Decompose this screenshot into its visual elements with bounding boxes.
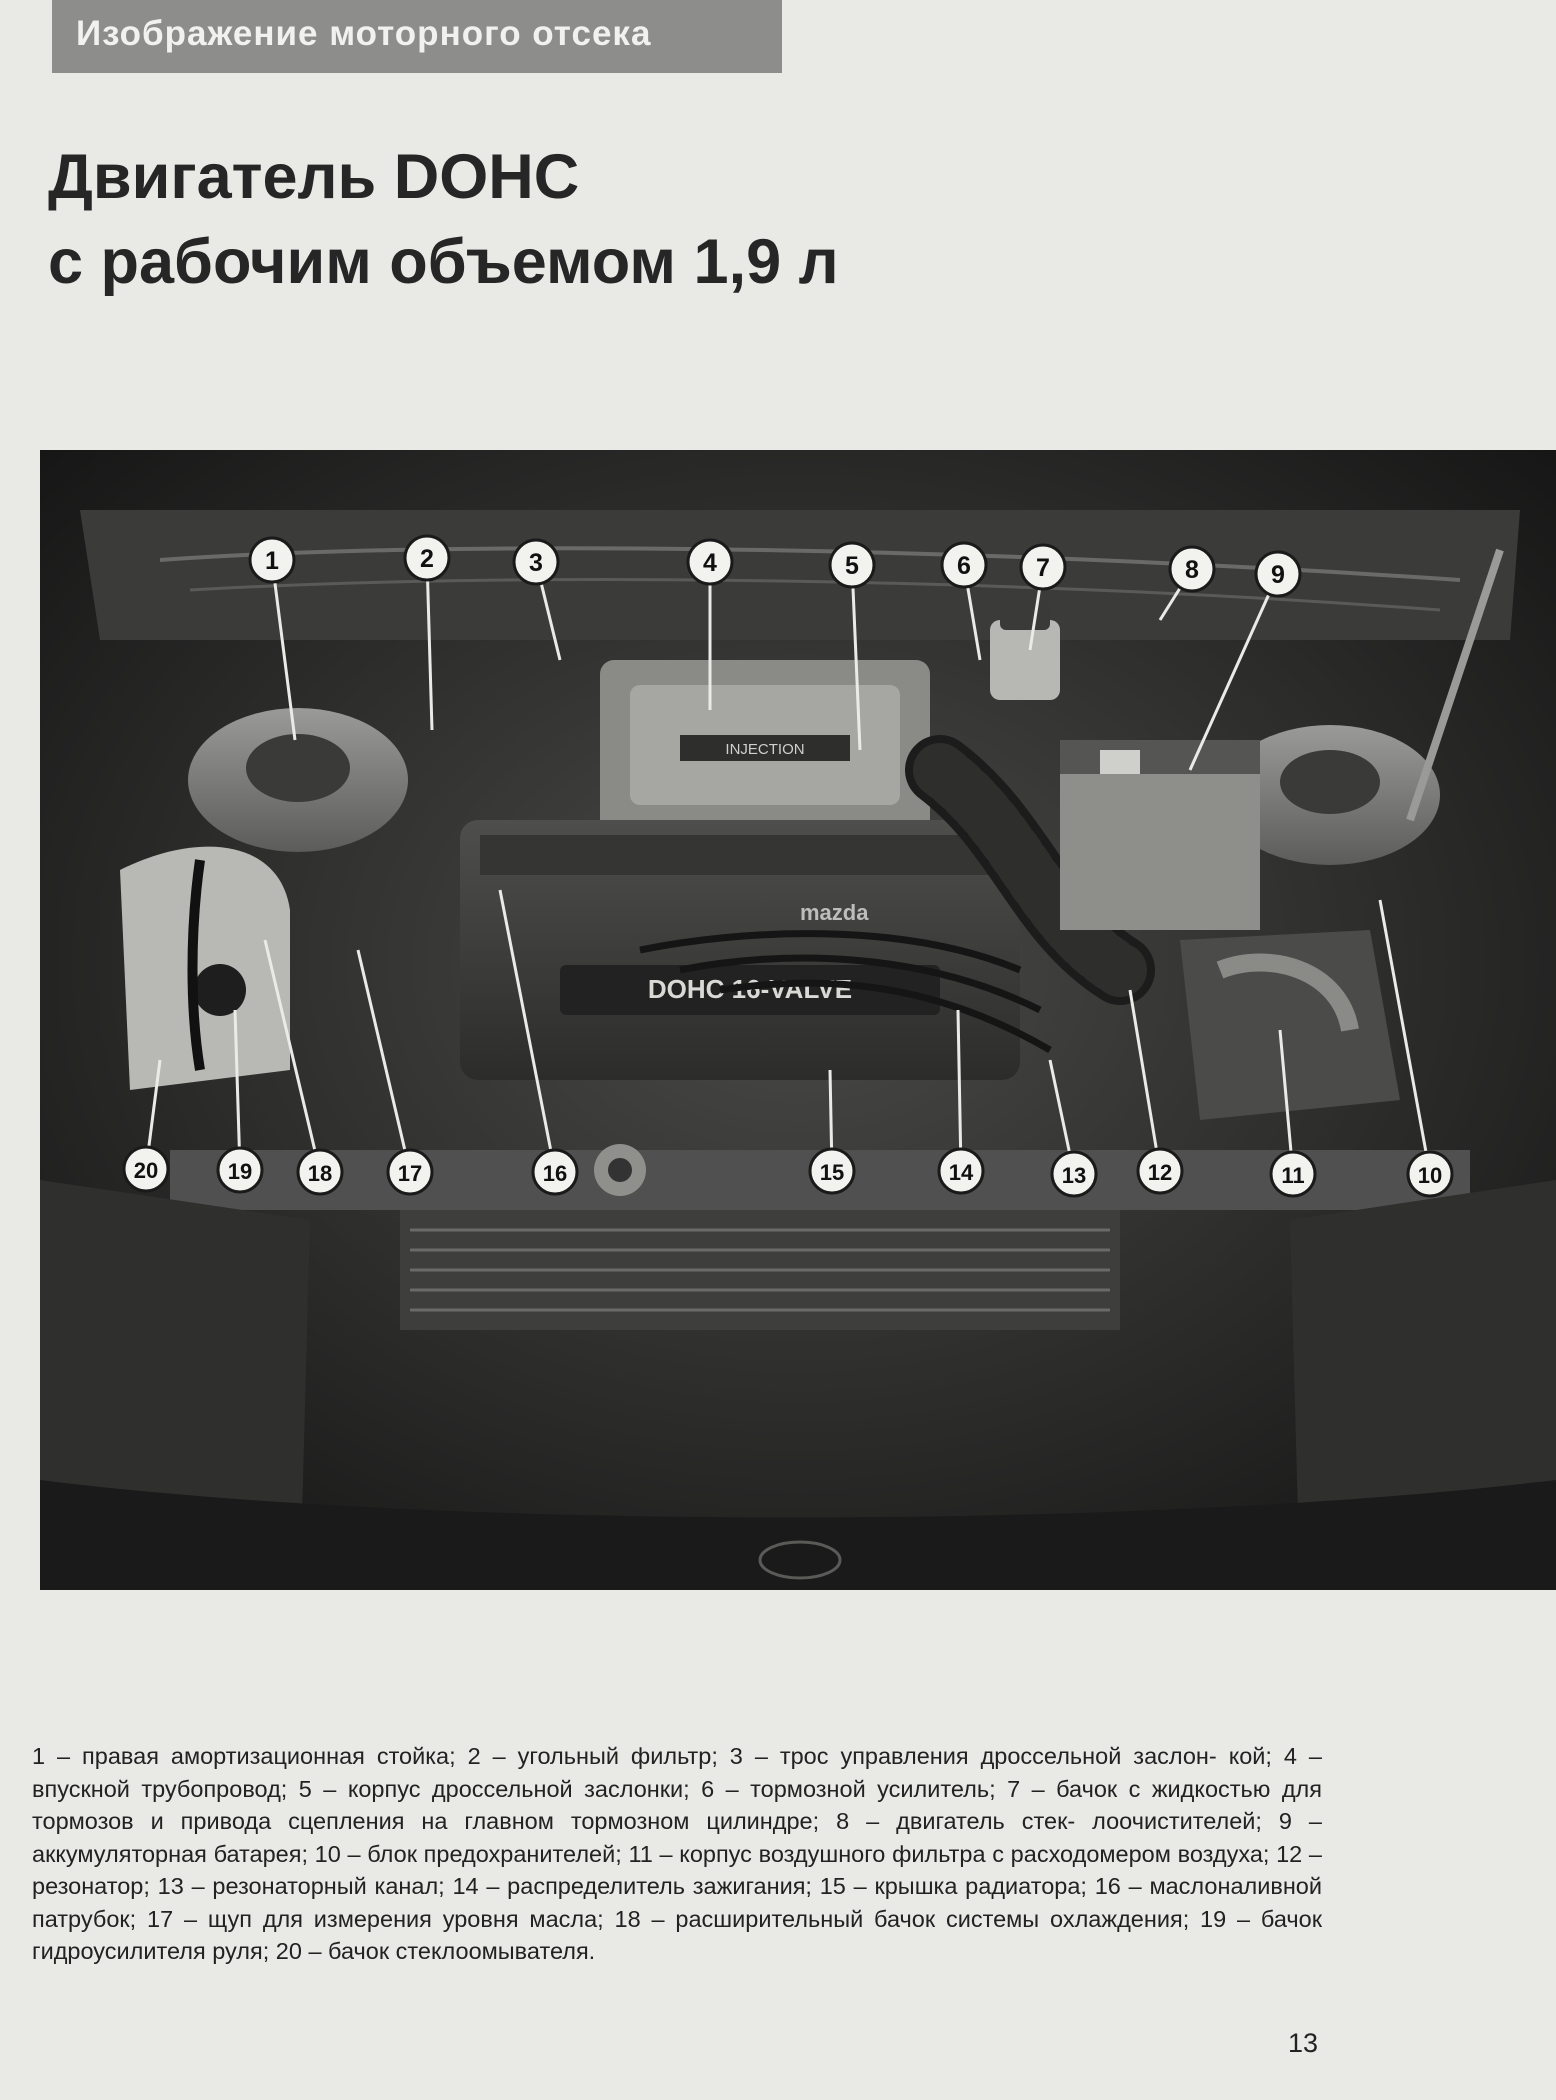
- caption-line-5: фильтра с расходомером воздуха; 12 – резонатор; 13 – резонаторный канал; 14 – распределитель: [32, 1840, 1322, 1899]
- callout-19: [218, 1148, 262, 1192]
- callout-18: [298, 1150, 342, 1194]
- caption-line-6: зажигания; 15 – крышка радиатора; 16 – маслоналивной патрубок; 17 – щуп для измерения уровня: [32, 1873, 1323, 1932]
- figure-caption: [32, 1740, 1322, 1968]
- title-line-2: с рабочим объемом 1,9 л: [48, 227, 839, 297]
- callout-9: [1256, 552, 1300, 596]
- callout-number: 3: [529, 549, 543, 577]
- caption-line-3: с жидкостью для тормозов и привода сцепления на главном тормозном цилиндре; 8 – двигатель стек-: [32, 1775, 1322, 1834]
- callout-number: 8: [1185, 556, 1199, 584]
- callout-15: [810, 1149, 854, 1193]
- callout-4: [688, 540, 732, 584]
- callout-number: 17: [397, 1161, 423, 1186]
- callout-16: [533, 1150, 577, 1194]
- callout-number: 18: [307, 1161, 333, 1186]
- caption-line-4: лоочистителей; 9 – аккумуляторная батарея; 10 – блок предохранителей; 11 – корпус воздушного: [32, 1808, 1322, 1867]
- callout-number: 15: [819, 1160, 845, 1185]
- callout-number: 6: [957, 552, 971, 580]
- title-line-1: Двигатель DOHC: [48, 142, 580, 212]
- section-header: Изображение моторного отсека: [76, 14, 652, 53]
- callout-number: 12: [1147, 1160, 1173, 1185]
- intake-marking: INJECTION: [725, 741, 805, 758]
- callout-number: 14: [948, 1160, 974, 1185]
- brand-marking: mazda: [800, 900, 869, 925]
- callout-3: [514, 540, 558, 584]
- callout-number: 5: [845, 552, 859, 580]
- callout-13: [1052, 1152, 1096, 1196]
- callout-11: [1271, 1152, 1315, 1196]
- callout-number: 4: [703, 549, 717, 577]
- callout-markers: [40, 450, 1556, 1590]
- caption-line-2: кой; 4 – впускной трубопровод; 5 – корпус дроссельной заслонки; 6 – тормозной усилитель; 7 – бачок: [32, 1743, 1322, 1802]
- callout-1: [250, 538, 294, 582]
- callout-17: [388, 1150, 432, 1194]
- section-header-bar: [52, 0, 782, 73]
- engine-bay-photo: [40, 450, 1556, 1590]
- callout-6: [942, 543, 986, 587]
- page-number: 13: [1288, 2028, 1319, 2058]
- callout-10: [1408, 1152, 1452, 1196]
- callout-2: [405, 536, 449, 580]
- caption-line-7: масла; 18 – расширительный бачок системы охлаждения; 19 – бачок гидроусилителя руля; 20 – бачок: [32, 1905, 1323, 1964]
- callout-number: 13: [1061, 1163, 1087, 1188]
- callout-number: 2: [420, 545, 434, 573]
- caption-line-1: 1 – правая амортизационная стойка; 2 – угольный фильтр; 3 – трос управления дроссельной заслон-: [32, 1743, 1217, 1769]
- callout-number: 1: [265, 547, 279, 575]
- callout-7: [1021, 545, 1065, 589]
- page-title: [48, 135, 839, 305]
- callout-number: 16: [542, 1161, 568, 1186]
- callout-5: [830, 543, 874, 587]
- caption-line-8: стеклоомывателя.: [395, 1938, 596, 1964]
- callout-number: 19: [227, 1159, 253, 1184]
- callout-number: 7: [1036, 554, 1050, 582]
- callout-12: [1138, 1149, 1182, 1193]
- callout-14: [939, 1149, 983, 1193]
- callout-number: 9: [1271, 561, 1285, 589]
- valve-cover-marking: DOHC 16-VALVE: [647, 974, 853, 1004]
- callout-20: [124, 1147, 168, 1191]
- callout-number: 20: [133, 1158, 159, 1183]
- callout-number: 10: [1417, 1163, 1443, 1188]
- callout-number: 11: [1281, 1163, 1305, 1188]
- callout-8: [1170, 547, 1214, 591]
